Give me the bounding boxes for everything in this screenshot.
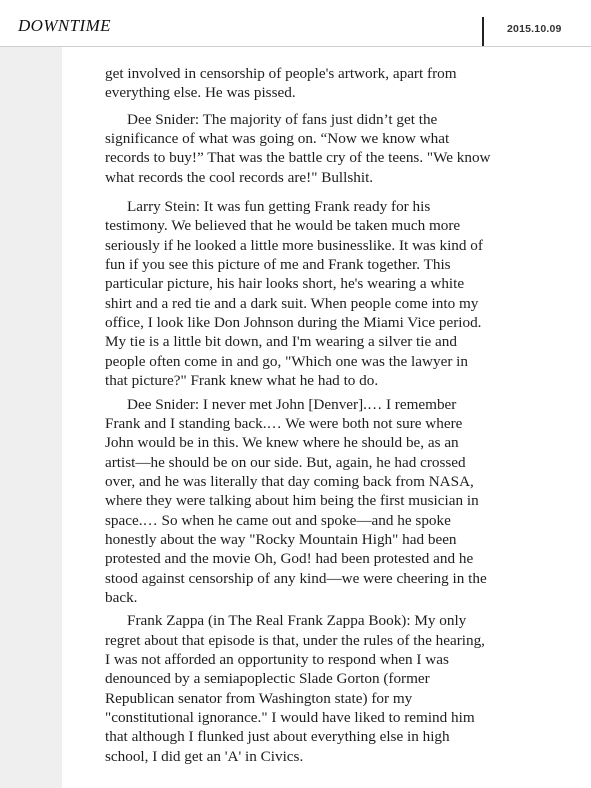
header-date: 2015.10.09	[507, 23, 562, 35]
paragraph-larry-stein: Larry Stein: It was fun getting Frank ready for his testimony. We believed that he would be taken much more seriously if he looked a little more businesslike. It was kind of fun if you see this picture of me and Frank together. This particular picture, his hair looks short, he's wearing a white shirt and a red tie and a dark suit. When people come into my office, I look like Don Johnson during the Miami Vice period. My tie is a little bit down, and I'm wearing a silver tie and people often come in and go, "Which one was the lawyer in that picture?" Frank knew what he had to do.	[105, 198, 483, 390]
header-divider	[482, 17, 484, 46]
header-bar	[0, 0, 591, 47]
paragraph-continuation: get involved in censorship of people's artwork, apart from everything else. He was pissed.	[105, 65, 457, 102]
header-title: DOWNTIME	[18, 16, 111, 35]
paragraph-dee-snider-1: Dee Snider: The majority of fans just didn’t get the significance of what was going on. “Now we know what records to buy!” That was the battle cry of the teens. "We know what records the cool records are!" Bullshit.	[105, 110, 491, 186]
article-body	[105, 64, 491, 766]
paragraph-frank-zappa: Frank Zappa (in The Real Frank Zappa Book): My only regret about that episode is that, under the rules of the hearing, I was not afforded an opportunity to respond when I was denounced by a semiapoplectic Slade Gorton (former Republican senator from Washington state) for my "constitutional ignorance." I would have liked to remind him that although I flunked just about everything else in high school, I did get an 'A' in Civics.	[105, 612, 485, 765]
paragraph-dee-snider-2: Dee Snider: I never met John [Denver].… I remember Frank and I standing back.… We were both not sure where John would be in this. We knew where he should be, as an artist—he should be on our side. But, again, he had crossed over, and he was literally that day coming back from NASA, where they were talking about him being the first musician in space.… So when he came out and spoke—and he spoke honestly about the way "Rocky Mountain High" had been protested and the movie Oh, God! had been protested and he stood against censorship of any kind—we were cheering in the back.	[105, 395, 487, 606]
